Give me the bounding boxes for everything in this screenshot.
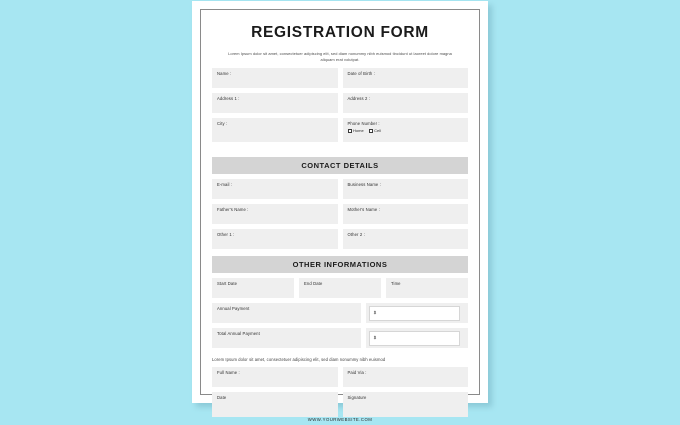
field-other-2[interactable] bbox=[343, 229, 469, 249]
field-start-date[interactable] bbox=[212, 278, 294, 298]
checkbox-label: Cell bbox=[374, 128, 382, 134]
field-total-annual-payment[interactable] bbox=[212, 328, 361, 348]
intro-paragraph: Lorem Ipsum dolor sit amet, consectetuer adipiscing elit, sed diam nonummy nibh euismod tincidunt ut laoreet dolore magna aliquam erat volutpat. bbox=[228, 51, 452, 63]
field-annual-payment[interactable] bbox=[212, 303, 361, 323]
other-date-row bbox=[212, 278, 468, 298]
total-annual-payment-input-cell bbox=[366, 328, 468, 348]
field-label: Address 1 : bbox=[217, 96, 240, 102]
field-date[interactable] bbox=[212, 392, 338, 417]
field-paid-via[interactable] bbox=[343, 367, 469, 387]
field-label: Date bbox=[217, 395, 227, 401]
field-label: Signature bbox=[347, 395, 367, 401]
field-label: Paid Via : bbox=[347, 370, 367, 376]
checkbox-home[interactable] bbox=[348, 128, 364, 133]
field-phone-number[interactable] bbox=[343, 118, 469, 142]
section-header-other-informations: OTHER INFORMATIONS bbox=[212, 256, 468, 273]
field-label: Name : bbox=[217, 71, 232, 77]
field-name[interactable] bbox=[212, 68, 338, 88]
checkbox-label: Home bbox=[353, 128, 364, 134]
section-header-contact-details: CONTACT DETAILS bbox=[212, 157, 468, 174]
checkbox-box-icon[interactable] bbox=[348, 129, 352, 133]
field-label: Address 2 : bbox=[347, 96, 371, 102]
field-other-1[interactable] bbox=[212, 229, 338, 249]
signature-row-1 bbox=[212, 367, 468, 387]
field-label: Mother's Name : bbox=[347, 207, 380, 213]
annual-payment-input-cell bbox=[366, 303, 468, 323]
total-annual-payment-input[interactable]: $ bbox=[369, 331, 460, 346]
field-label: End Date bbox=[304, 281, 323, 287]
form-page bbox=[192, 1, 488, 423]
field-label: Total Annual Payment bbox=[217, 331, 260, 337]
signature-row-2 bbox=[212, 392, 468, 417]
field-label: Other 2 : bbox=[347, 232, 365, 238]
field-city[interactable] bbox=[212, 118, 338, 142]
field-end-date[interactable] bbox=[299, 278, 381, 298]
field-full-name[interactable] bbox=[212, 367, 338, 387]
page-title: REGISTRATION FORM bbox=[251, 24, 429, 41]
field-time[interactable] bbox=[386, 278, 468, 298]
footer-note: Lorem Ipsum dolor sit amet, consectetuer adipiscing elit, sed diam nonummy nibh euismod bbox=[212, 357, 386, 363]
field-label: Other 1 : bbox=[217, 232, 235, 238]
field-email[interactable] bbox=[212, 179, 338, 199]
field-label: Business Name : bbox=[347, 182, 381, 188]
field-signature[interactable] bbox=[343, 392, 469, 417]
field-address-1[interactable] bbox=[212, 93, 338, 113]
field-label: Full Name : bbox=[217, 370, 240, 376]
field-label: Phone Number : bbox=[347, 120, 380, 126]
field-label: Father's Name : bbox=[217, 207, 249, 213]
checkbox-cell[interactable] bbox=[369, 128, 381, 133]
footer-website-url: WWW.YOURWEBSITE.COM bbox=[307, 417, 373, 423]
annual-payment-input[interactable]: $ bbox=[369, 306, 460, 321]
field-date-of-birth[interactable] bbox=[343, 68, 469, 88]
field-label: E-mail : bbox=[217, 182, 233, 188]
contact-row-1 bbox=[212, 179, 468, 199]
field-fathers-name[interactable] bbox=[212, 204, 338, 224]
phone-type-options bbox=[348, 128, 464, 133]
personal-row-2 bbox=[212, 93, 468, 113]
personal-row-1 bbox=[212, 68, 468, 88]
field-mothers-name[interactable] bbox=[343, 204, 469, 224]
field-label: Date of Birth : bbox=[347, 71, 375, 77]
form-border-frame bbox=[200, 9, 480, 423]
field-business-name[interactable] bbox=[343, 179, 469, 199]
field-label: Start Date bbox=[217, 281, 238, 287]
checkbox-box-icon[interactable] bbox=[369, 129, 373, 133]
personal-row-3 bbox=[212, 118, 468, 142]
field-label: Annual Payment bbox=[217, 306, 250, 312]
field-label: Time bbox=[391, 281, 401, 287]
contact-row-3 bbox=[212, 229, 468, 249]
annual-payment-row bbox=[212, 303, 468, 323]
field-address-2[interactable] bbox=[343, 93, 469, 113]
total-annual-payment-row bbox=[212, 328, 468, 348]
field-label: City : bbox=[217, 120, 228, 126]
contact-row-2 bbox=[212, 204, 468, 224]
